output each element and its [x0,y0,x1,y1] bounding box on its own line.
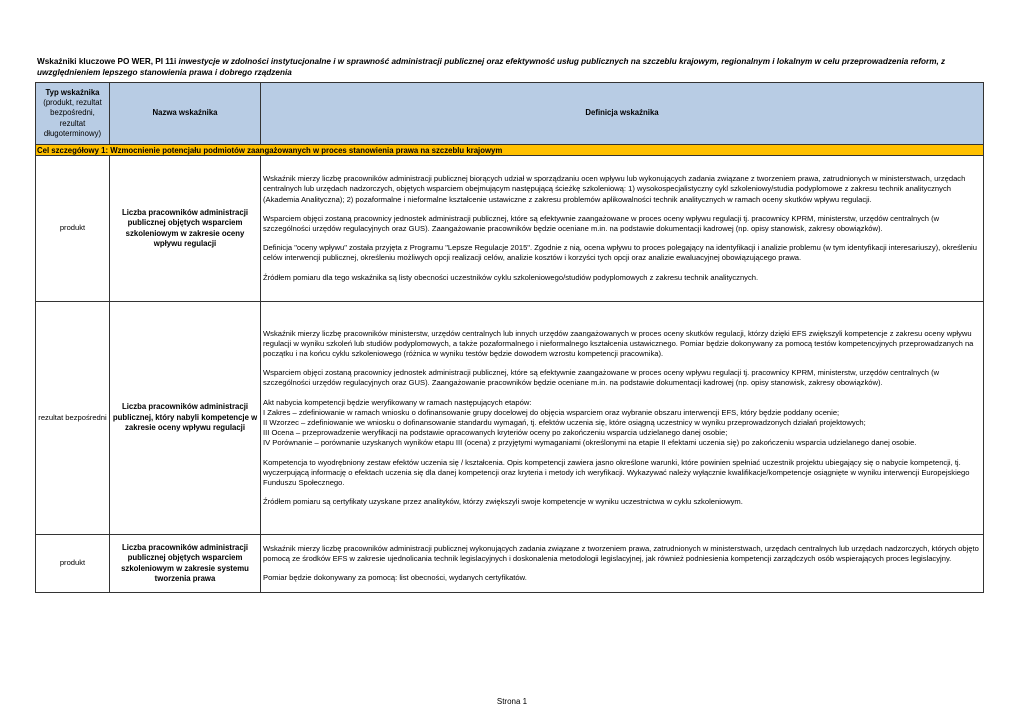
definition-paragraph: Źródłem pomiaru są certyfikaty uzyskane przez analityków, którzy zwiększyli swoje kompetencje w wyniku uczestnictwa w cyklu szkoleniowym. [263,497,743,507]
indicator-type: produkt [36,535,110,593]
indicator-definition [261,156,984,302]
definition-paragraph: Definicja "oceny wpływu" została przyjęta z Programu "Lepsze Regulacje 2015". Zgodnie z nią, ocena wpływu to proces polegający na identyfikacji i analizie problemu (w tym identyfikacji interesariuszy), określeniu celów interwencji publicznej, określeniu możliwych opcji realizacji celów, analizie kosztów i korzyści tych opcji oraz analizie ewaluacyjnej obowiązującego prawa. [263,243,977,263]
indicators-table [35,82,984,593]
page-footer: Strona 1 [496,697,528,706]
header-type-sub: (produkt, rezultat bezpośredni, rezultat długoterminowy) [43,98,102,138]
header-type [36,83,110,145]
definition-paragraph: Źródłem pomiaru dla tego wskaźnika są listy obecności uczestników cyklu szkoleniowego/studiów podyplomowych z zakresu technik analitycznych. [263,272,759,282]
header-type-main: Typ wskaźnika [45,87,100,97]
indicator-name: Liczba pracowników administracji publicznej, który nabyli kompetencje w zakresie oceny wpływu regulacji [110,302,261,535]
title-bold: Wskaźniki kluczowe PO WER, PI 11i [37,57,177,66]
indicator-definition [261,535,984,593]
definition-paragraph: Wsparciem objęci zostaną pracownicy jednostek administracji publicznej, które są efektywnie zaangażowane w proces oceny wpływu regulacji tj. pracownicy KPRM, ministerstw, urzędów centralnych (w szczególności urzędów regulacyjnych oraz GUS). Zaangażowanie pracowników będzie oceniane m.in. na podstawie dokumentacji kadrowej (np. opisy stanowisk, zakresy obowiązków). [263,213,940,233]
goal-cell: Cel szczegółowy 1: Wzmocnienie potencjału podmiotów zaangażowanych w proces stanowienia prawa na szczeblu krajowym [36,145,984,156]
title-italic: inwestycje w zdolności instytucjonalne i w sprawność administracji publicznej oraz efektywność usług publicznych na szczeblu krajowym, regionalnym i lokalnym w celu przeprowadzenia reform, z uwzględnieniem lepszego stanowienia prawa i dobrego rządzenia [37,57,946,77]
header-name: Nazwa wskaźnika [110,83,261,145]
header-definition: Definicja wskaźnika [261,83,984,145]
definition-paragraph: Wsparciem objęci zostaną pracownicy jednostek administracji publicznej, które są efektywnie zaangażowane w proces oceny wpływu regulacji tj. pracownicy KPRM, ministerstw, urzędów centralnych (w szczególności urzędów regulacyjnych oraz GUS). Zaangażowanie pracowników będzie oceniane m.in. na podstawie dokumentacji kadrowej (np. opisy stanowisk, zakresy obowiązków). [263,368,940,388]
definition-paragraph: Pomiar będzie dokonywany za pomocą: list obecności, wydanych certyfikatów. [263,573,527,583]
definition-paragraph: Wskaźnik mierzy liczbę pracowników administracji publicznej biorących udział w sporządzaniu ocen wpływu lub wykonujących zadania związane z tworzeniem prawa, zatrudnionych w ministerstwach, urzędach centralnych lub urzędach nadzorczych, objętych wsparciem obejmującym następującą ścieżkę szkoleniową: 1) wysokospecjalistyczny cykl szkoleniowy/studia podyplomowe z zakresu technik analitycznych (Akademia Analityczna); 2) pozaformalne i nieformalne kształcenie ustawiczne z zakresu problemów aplikowalności technik analitycznych w ramach oceny skutków wpływu regulacji. [263,174,966,204]
indicator-type: rezultat bezpośredni [36,302,110,535]
indicator-name: Liczba pracowników administracji publicznej objętych wsparciem szkoleniowym w zakresie oceny wpływu regulacji [110,156,261,302]
definition-paragraph: Kompetencja to wyodrębniony zestaw efektów uczenia się / kształcenia. Opis kompetencji zawiera jasno określone warunki, które powinien spełniać uczestnik projektu ubiegający się o nabycie kompetencji, tj. wyczerpującą informację o efektach uczenia się dla danej kompetencji oraz kryteria i metody ich weryfikacji. Wykazywać należy wyłącznie kwalifikacje/kompetencje osiągnięte w wyniku interwencji Europejskiego Funduszu Społecznego. [263,457,970,488]
table-row [36,535,984,593]
indicator-name: Liczba pracowników administracji publicznej objętych wsparciem szkoleniowym w zakresie systemu tworzenia prawa [110,535,261,593]
goal-row [36,145,984,156]
indicator-type: produkt [36,156,110,302]
definition-paragraph: Wskaźnik mierzy liczbę pracowników administracji publicznej wykonujących zadania związane z tworzeniem prawa, zatrudnionych w ministerstwach, urzędach centralnych lub urzędach nadzorczych, których objęto pomocą ze środków EFS w zakresie ujednolicania technik legislacyjnych i doskonalenia metodologii legislacyjnej, jak również podniesienia kompetencji zarządczych osób wspierających proces legislacyjny. [263,543,979,563]
table-row [36,302,984,535]
table-header-row [36,83,984,145]
definition-paragraph: Akt nabycia kompetencji będzie weryfikowany w ramach następujących etapów: I Zakres – zdefiniowanie w ramach wniosku o dofinansowanie grupy docelowej do objęcia wsparciem oraz wybranie obszaru interwencji EFS, który będzie poddany ocenie; II Wzorzec – zdefiniowanie we wniosku o dofinansowanie standardu wymagań, tj. efektów uczenia się, które osiągną uczestnicy w wyniku przeprowadzonych działań projektowych; III Ocena – przeprowadzenie weryfikacji na podstawie opracowanych kryteriów oceny po zakończeniu wsparcia udzielanego danej osobie; IV Porównanie – porównanie uzyskanych wyników etapu III (ocena) z przyjętymi wymaganiami (określonymi na etapie II efektami uczenia się) po zakończeniu wsparcia udzielanego danej osobie. [263,397,917,448]
definition-paragraph: Wskaźnik mierzy liczbę pracowników ministerstw, urzędów centralnych lub innych urzędów zaangażowanych w proces oceny skutków regulacji, którzy dzięki EFS zwiększyli kompetencje z zakresu oceny wpływu regulacji w wyniku szkoleń lub studiów podyplomowych, a także pozaformalnego i nieformalnego kształcenia ustawicznego. Pomiar będzie dokonywany za pomocą testów kompetencyjnych przeprowadzanych na początku i na końcu cyklu szkoleniowego (różnica w wyniku testów będzie dowodem wzrostu kompetencji pracownika). [263,328,974,358]
table-row [36,156,984,302]
indicator-definition [261,302,984,535]
document-title [37,57,977,78]
